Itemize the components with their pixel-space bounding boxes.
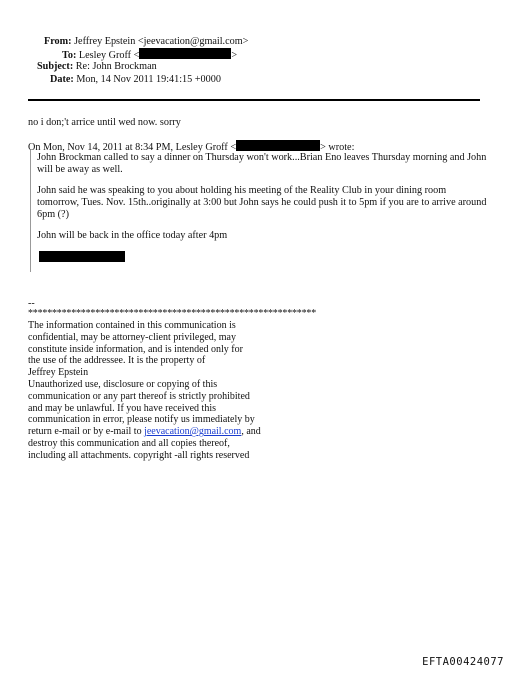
reply-text: no i don;'t arrice until wed now. sorry [28, 117, 181, 128]
date-row [50, 74, 221, 86]
disclaimer-line: Jeffrey Epstein [28, 367, 89, 379]
to-suffix: > [231, 50, 238, 61]
to-prefix: Lesley Groff < [78, 50, 140, 61]
from-value: Jeffrey Epstein <jeevacation@gmail.com> [74, 36, 249, 47]
document-id: EFTA00424077 [422, 656, 504, 668]
from-label: From: [44, 36, 72, 47]
disclaimer-line: the use of the addressee. It is the property of [28, 355, 206, 367]
quoted-paragraph: John said he was speaking to you about holding his meeting of the Reality Club in your dining room tomorrow, Tues. Nov. 15th..originally at 3:00 but John says he could push it to 5pm if you are to arrive around 6pm (?) [37, 185, 487, 220]
signature-separator: -- [28, 298, 35, 309]
attribution-prefix: On Mon, Nov 14, 2011 at 8:34 PM, Lesley Groff < [28, 142, 237, 153]
email-link[interactable]: jeevacation@gmail.com [144, 426, 242, 438]
disclaimer-line: constitute inside information, and is intended only for [28, 343, 243, 355]
to-label: To: [62, 50, 77, 61]
disclaimer-line: destroy this communication and all copies thereof, [28, 437, 230, 449]
quoted-message [30, 150, 487, 272]
disclaimer-line: communication in error, please notify us immediately by [28, 414, 255, 426]
star-divider: ************************************************************ [28, 308, 317, 319]
redaction-box [139, 48, 231, 59]
subject-value: Re: John Brockman [75, 61, 157, 72]
disclaimer-line: Unauthorized use, disclosure or copying of this [28, 378, 218, 390]
redaction-box [39, 251, 125, 262]
disclaimer-line: including all attachments. copyright -all rights reserved [28, 449, 250, 461]
disclaimer-line: and may be unlawful. If you have received this [28, 402, 216, 414]
disclaimer-line: communication or any part thereof is strictly prohibited [28, 390, 250, 402]
email-line-suffix: , and [241, 426, 261, 438]
subject-row [37, 61, 157, 73]
date-value: Mon, 14 Nov 2011 19:41:15 +0000 [76, 74, 221, 85]
quoted-paragraph: John Brockman called to say a dinner on Thursday won't work...Brian Eno leaves Thursday morning and John will be away as well. [37, 152, 487, 175]
from-row [44, 36, 248, 48]
disclaimer-line: confidential, may be attorney-client privileged, may [28, 331, 236, 343]
attribution-suffix: > wrote: [320, 142, 355, 153]
subject-label: Subject: [37, 61, 74, 72]
to-row [62, 48, 237, 62]
disclaimer-line [28, 426, 348, 438]
date-label: Date: [50, 74, 74, 85]
disclaimer [28, 320, 348, 462]
quoted-paragraph: John will be back in the office today after 4pm [37, 230, 228, 241]
email-line-prefix: return e-mail or by e-mail to [28, 426, 145, 438]
disclaimer-line: The information contained in this communication is [28, 320, 236, 331]
header-divider [28, 99, 480, 101]
